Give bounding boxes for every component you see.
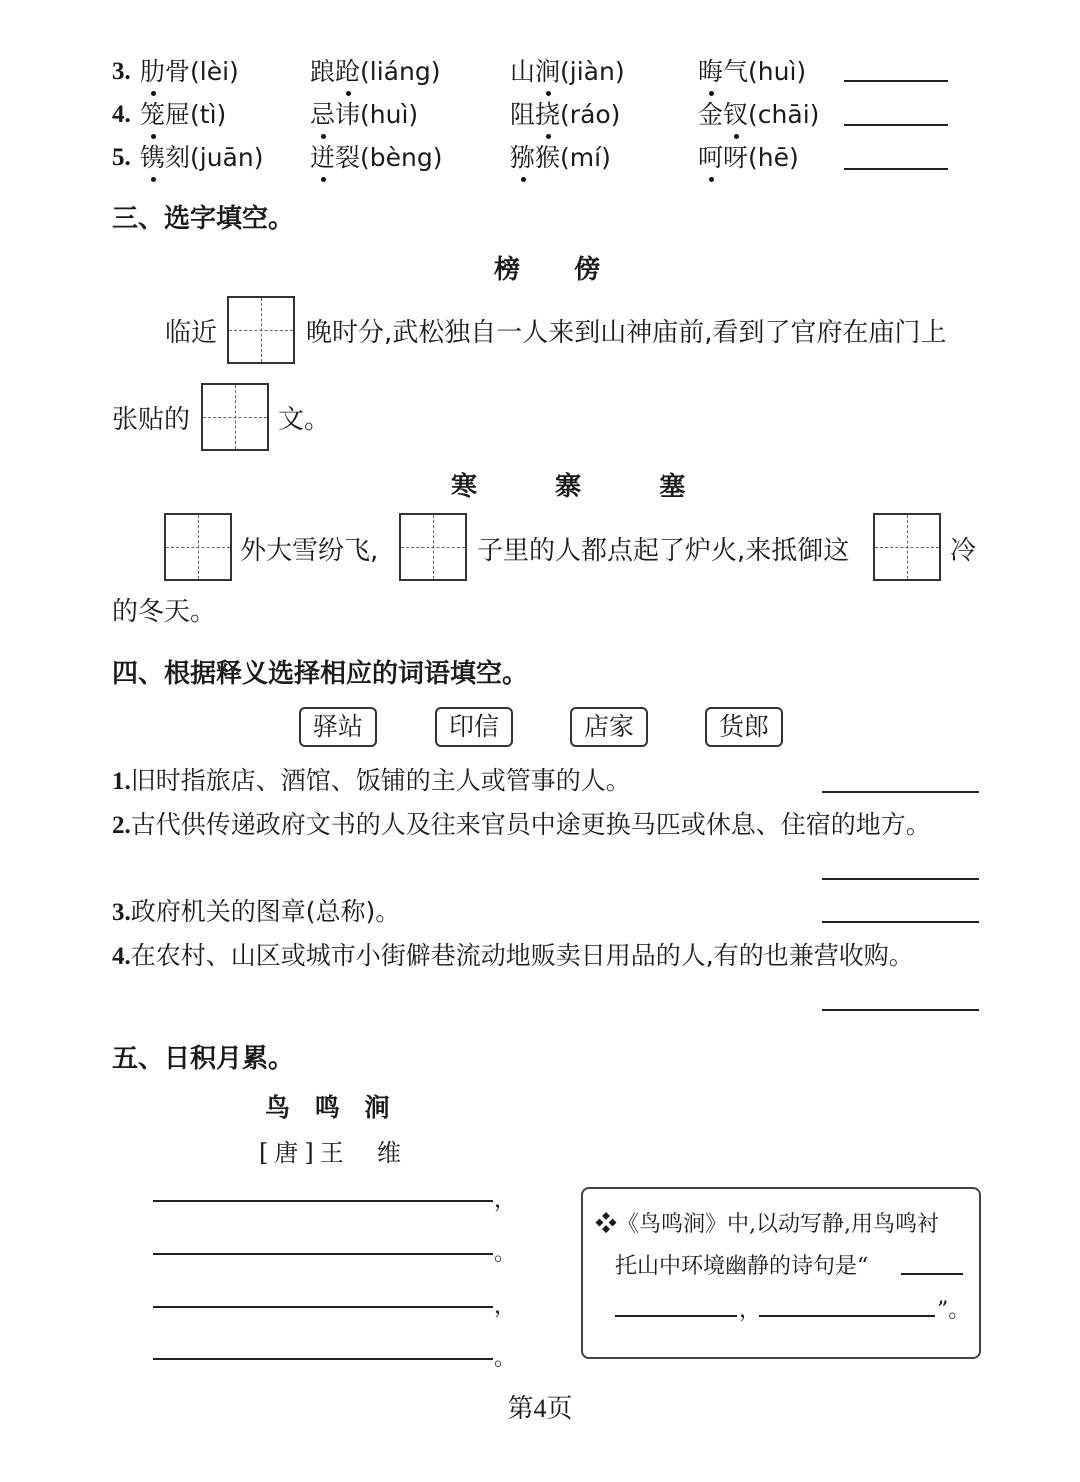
section-3-heading: 三、选字填空。 <box>112 204 295 234</box>
poem-title: 鸟 鸣 涧 <box>265 1093 398 1122</box>
poem-line-end: 。 <box>494 1346 517 1371</box>
pinyin-item: 镌刻(juān) <box>140 143 264 172</box>
poem-line-blank[interactable] <box>153 1358 493 1360</box>
answer-blank[interactable] <box>822 791 979 793</box>
question-end: ”。 <box>937 1298 971 1323</box>
pinyin-item: 忌讳(huì) <box>310 100 419 129</box>
answer-blank[interactable] <box>901 1273 963 1275</box>
pinyin-item: 山涧(jiàn) <box>510 57 625 86</box>
fill-text: 外大雪纷飞, <box>240 536 379 566</box>
pinyin-row-4 <box>112 100 972 136</box>
pinyin-item: 笼屉(tì) <box>140 100 227 129</box>
page-number: 第4页 <box>507 1394 573 1423</box>
poem-author: [唐]王 维 <box>259 1139 407 1167</box>
poem-line-blank[interactable] <box>153 1200 493 1202</box>
char-options-2: 寒 寨 塞 <box>451 472 706 502</box>
answer-blank[interactable] <box>844 124 948 126</box>
fill-text: 的冬天。 <box>112 597 217 627</box>
fill-text: 临近 <box>165 318 218 348</box>
char-box[interactable] <box>201 383 269 451</box>
section-4-heading: 四、根据释义选择相应的词语填空。 <box>112 659 529 689</box>
fill-text: 冷 <box>950 536 977 566</box>
row-number: 3. <box>112 58 131 85</box>
char-box[interactable] <box>873 513 941 581</box>
char-box[interactable] <box>164 513 232 581</box>
answer-blank[interactable] <box>822 1009 979 1011</box>
pinyin-item: 踉跄(liáng) <box>310 57 441 86</box>
pinyin-item: 迸裂(bèng) <box>310 143 443 172</box>
fill-text: 张贴的 <box>112 405 191 435</box>
question-text: 托山中环境幽静的诗句是“ <box>615 1254 869 1279</box>
fill-text: 文。 <box>278 405 331 435</box>
answer-blank[interactable] <box>759 1315 935 1317</box>
pinyin-item: 晦气(huì) <box>698 57 807 86</box>
char-box[interactable] <box>399 513 467 581</box>
definition-item: 1.旧时指旅店、酒馆、饭铺的主人或管事的人。 <box>112 766 631 795</box>
char-box[interactable] <box>227 296 295 364</box>
answer-blank[interactable] <box>822 878 979 880</box>
row-number: 4. <box>112 101 131 128</box>
poem-line-end: 。 <box>494 1241 517 1266</box>
answer-blank[interactable] <box>615 1315 737 1317</box>
word-option: 店家 <box>570 707 648 747</box>
question-box <box>581 1187 981 1359</box>
answer-blank[interactable] <box>844 168 948 170</box>
char-options-1: 榜 傍 <box>494 255 613 285</box>
definition-item: 3.政府机关的图章(总称)。 <box>112 897 401 926</box>
definition-item: 2.古代供传递政府文书的人及往来官员中途更换马匹或休息、住宿的地方。 <box>112 810 931 839</box>
poem-line-end: ， <box>494 1188 517 1213</box>
word-option: 驿站 <box>299 707 377 747</box>
pinyin-item: 阻挠(ráo) <box>510 100 621 129</box>
pinyin-item: 猕猴(mí) <box>510 143 611 172</box>
poem-line-blank[interactable] <box>153 1253 493 1255</box>
pinyin-item: 呵呀(hē) <box>698 143 799 172</box>
pinyin-item: 肋骨(lèi) <box>140 57 239 86</box>
pinyin-item: 金钗(chāi) <box>698 100 820 129</box>
word-option: 印信 <box>435 707 513 747</box>
definition-item: 4.在农村、山区或城市小街僻巷流动地贩卖日用品的人,有的也兼营收购。 <box>112 941 914 970</box>
fill-text: 晚时分,武松独自一人来到山神庙前,看到了官府在庙门上 <box>306 318 947 348</box>
poem-line-end: ， <box>494 1294 517 1319</box>
answer-blank[interactable] <box>844 80 948 82</box>
fill-text: 子里的人都点起了炉火,来抵御这 <box>477 536 850 566</box>
section-5-heading: 五、日积月累。 <box>112 1044 295 1074</box>
pinyin-row-3 <box>112 57 972 93</box>
word-option: 货郎 <box>705 707 783 747</box>
answer-blank[interactable] <box>822 921 979 923</box>
poem-line-blank[interactable] <box>153 1306 493 1308</box>
row-number: 5. <box>112 144 131 171</box>
question-text: ❖《鸟鸣涧》中,以动写静,用鸟鸣衬 <box>595 1212 939 1237</box>
question-comma: ， <box>739 1298 762 1323</box>
pinyin-row-5 <box>112 143 972 179</box>
